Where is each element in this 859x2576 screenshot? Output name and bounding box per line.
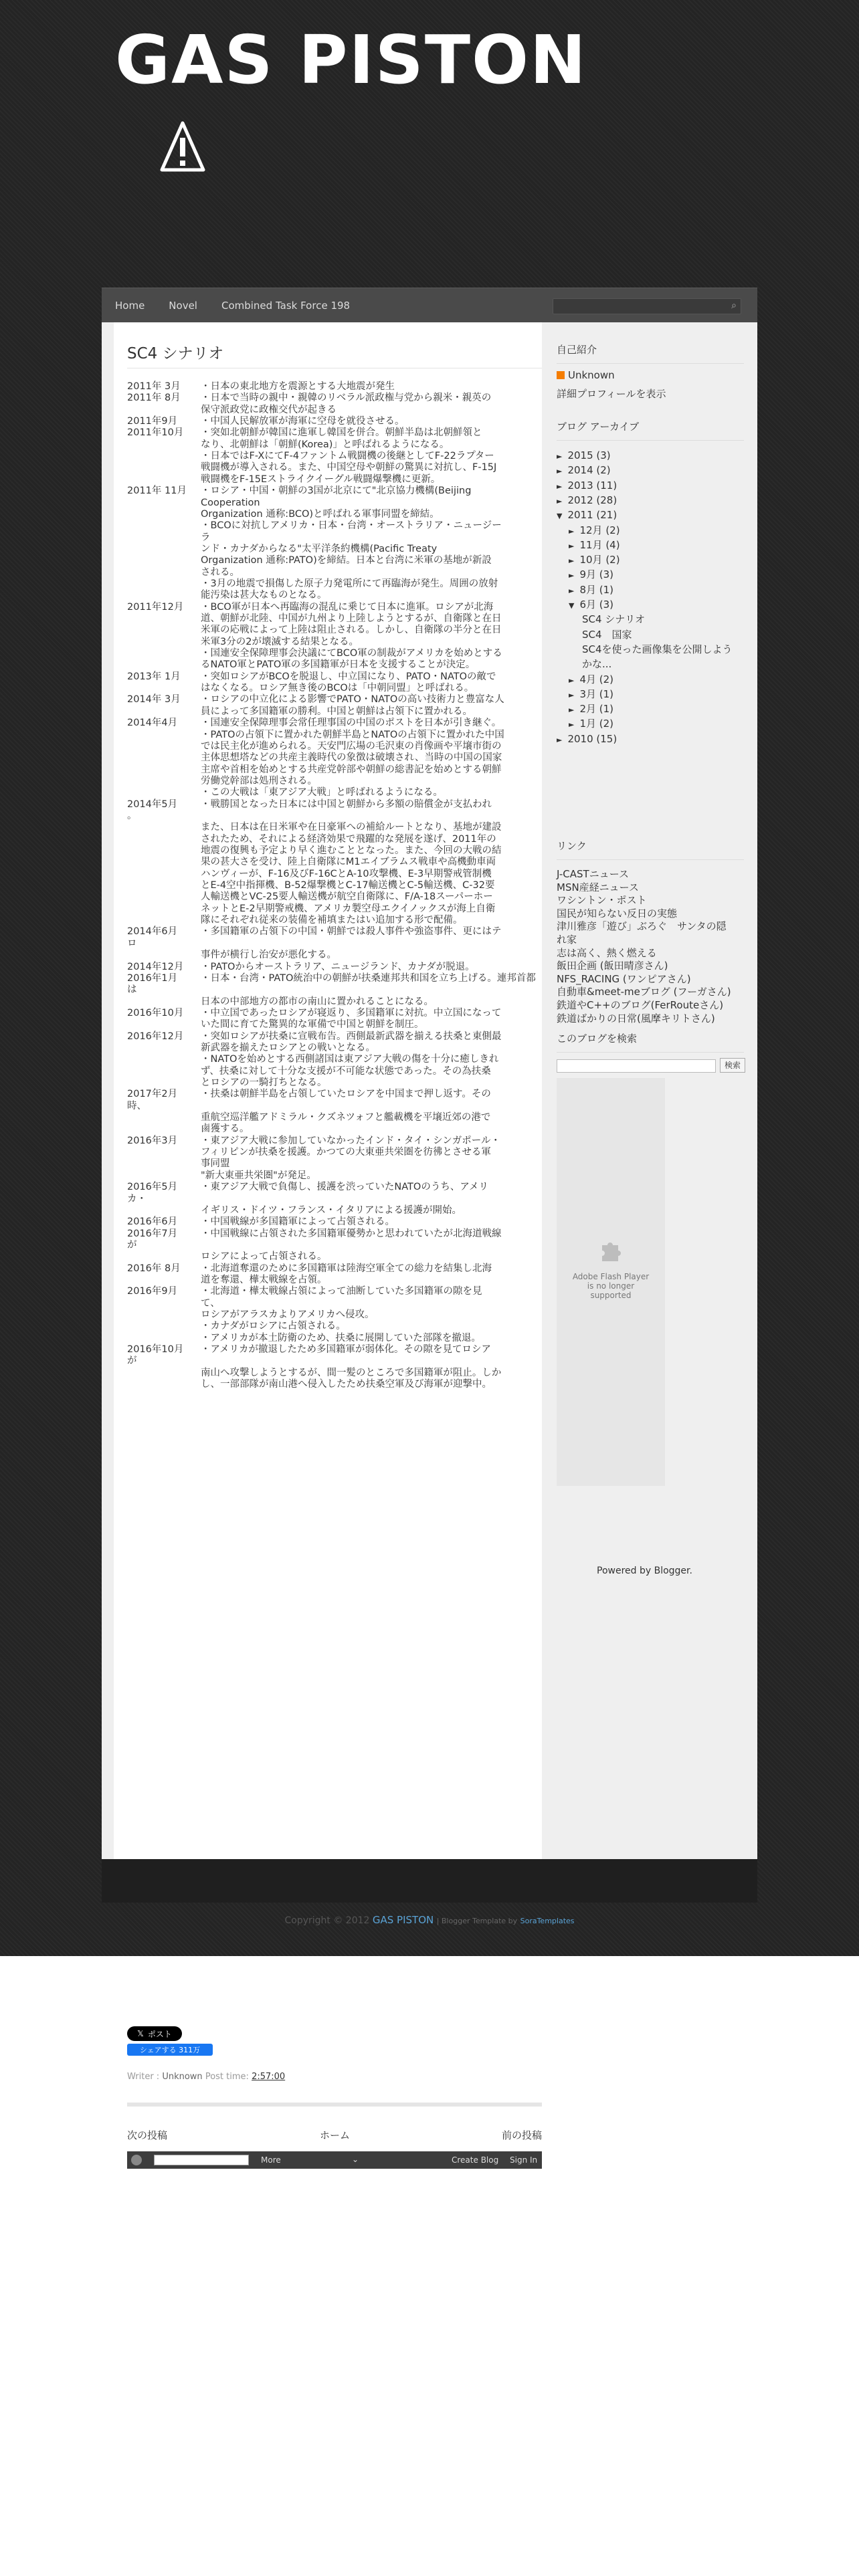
flash-line: Adobe Flash Player: [572, 1272, 650, 1281]
timeline-text: ・国連安全保障理事会常任理事国の中国のポストを日本が引き継ぐ。: [201, 718, 502, 729]
archive-link[interactable]: SC4 シナリオ: [582, 613, 646, 626]
archive-link[interactable]: 2011 (21): [567, 509, 617, 522]
share-x-button[interactable]: [127, 2026, 182, 2041]
archive-link[interactable]: 6月 (3): [579, 599, 614, 611]
flash-message: [563, 1272, 658, 1300]
archive-link[interactable]: SC4 国家: [582, 628, 632, 641]
archive-link[interactable]: 2015 (3): [567, 449, 611, 461]
archive-link[interactable]: 8月 (1): [579, 583, 614, 596]
archive-item: [569, 524, 620, 538]
timeline-text: 能汚染は甚大なものとなる。: [201, 590, 327, 601]
sidebar-link[interactable]: NFS_RACING (ワンピアさん): [557, 972, 691, 985]
blogger-more-menu[interactable]: More: [261, 2155, 281, 2165]
sidebar-search-input[interactable]: [557, 1059, 716, 1073]
archive-link[interactable]: 9月 (3): [579, 568, 614, 581]
timeline-text: イギリス・ドイツ・フランス・イタリアによる援護が開始。: [201, 1204, 462, 1216]
timeline-text: ラ: [201, 532, 211, 543]
timeline-text: 事件が横行し治安が悪化する。: [201, 950, 337, 961]
timeline-text: 員によって多国籍軍の勝利。中国と朝鮮は占領下に置かれる。: [201, 706, 472, 717]
share-facebook-label: シェアする 311万: [139, 2046, 201, 2054]
timeline-text: ・BCO軍が日本へ再臨海の混乱に乗じて日本に進軍。ロシアが北海: [201, 601, 494, 613]
meta-divider: [127, 2103, 542, 2107]
nav-novel[interactable]: Novel: [169, 300, 197, 312]
timeline-text: 労働党幹部は処刑される。: [201, 775, 317, 786]
timeline-text: 米軍の応戦によって上陸は阻止される。しかし、自衛隊の半分と在日: [201, 625, 502, 636]
older-post-link[interactable]: 前の投稿: [502, 2129, 543, 2141]
sidebar-link[interactable]: ワシントン・ポスト: [557, 894, 647, 907]
timeline-date: 2014年5月: [127, 798, 178, 810]
timeline-date: 2016年5月: [127, 1182, 178, 1193]
toggle-closed-icon[interactable]: ►: [569, 720, 575, 730]
timeline-date: が: [127, 1239, 137, 1251]
toggle-closed-icon[interactable]: ►: [557, 467, 563, 476]
timeline-text: ・この大戦は「東アジア大戦」と呼ばれるようになる。: [201, 787, 443, 798]
timeline-text: なり、北朝鮮は「朝鮮(Korea)」と呼ばれるようになる。: [201, 439, 450, 450]
writer-label: Writer :: [127, 2072, 160, 2082]
timeline-text: 戦闘機が導入される。また、中国空母や朝鮮の驚異に対抗し、F-15J: [201, 462, 497, 473]
copyright: [0, 1914, 859, 1926]
timeline-date: 2011年 8月: [127, 393, 181, 404]
nav-bar: [102, 288, 757, 324]
sidebar-link[interactable]: 鉄道ばかりの日常(風摩キリトさん): [557, 1012, 715, 1025]
post-meta: [127, 2072, 285, 2082]
timeline-date: は: [127, 984, 137, 996]
timeline-text: いた間に育てた驚異的な軍備で中国と朝鮮を制圧。: [201, 1019, 424, 1031]
share-facebook-button[interactable]: [127, 2044, 213, 2056]
timeline-text: とE-4空中指揮機、B-52爆撃機とC-17輸送機とC-5輸送機、C-32要: [201, 880, 495, 891]
sidebar-link[interactable]: 津川雅彦「遊び」ぶろぐ サンタの隠: [557, 920, 727, 933]
sidebar-link[interactable]: れ家: [557, 934, 577, 946]
timeline-text: ・中国戦線が多国籍軍によって占領される。: [201, 1216, 395, 1228]
timeline-text: ・中国人民解放軍が海軍に空母を就役させる。: [201, 416, 405, 427]
archive-heading: ブログ アーカイブ: [557, 419, 744, 441]
powered-by-blogger[interactable]: Powered by Blogger.: [597, 1566, 692, 1576]
timeline-text: 南山へ攻撃しようとするが、間一髪のところで多国籍軍が阻止。しか: [201, 1367, 502, 1378]
timeline-date: 2016年9月: [127, 1286, 178, 1297]
site-title[interactable]: GAS PISTON: [115, 21, 587, 99]
post-time[interactable]: 2:57:00: [252, 2072, 286, 2082]
timeline-date: 2016年 8月: [127, 1263, 181, 1274]
sidebar-link[interactable]: MSN産経ニュース: [557, 881, 639, 893]
timeline-text: ・PATOの占領下に置かれた朝鮮半島とNATOの占領下に置かれた中国: [201, 729, 504, 740]
template-text: | Blogger Template by: [436, 1917, 518, 1925]
x-icon: 𝕏: [137, 2029, 144, 2038]
newer-post-link[interactable]: 次の投稿: [127, 2129, 168, 2141]
timeline-date: 2011年10月: [127, 427, 184, 439]
timeline-date: 2016年3月: [127, 1135, 178, 1146]
timeline-text: とロシアの一騎打ちとなる。: [201, 1077, 327, 1088]
archive-item: [557, 464, 611, 477]
timeline-text: ・ロシア・中国・朝鮮の3国が北京にて"北京協力機構(Beijing: [201, 486, 472, 497]
timeline-date: 2016年1月: [127, 972, 178, 984]
timeline-text: ロシアによって占領される。: [201, 1251, 327, 1263]
sidebar-link[interactable]: 志は高く、熱く燃える: [557, 946, 657, 959]
toggle-closed-icon[interactable]: ►: [557, 735, 563, 744]
links-heading: リンク: [557, 839, 744, 860]
timeline-text: ・突如ロシアが扶桑に宣戦布告。西側最新武器を揃える扶桑と東側最: [201, 1031, 502, 1042]
toggle-closed-icon[interactable]: ►: [557, 496, 563, 506]
timeline-text: ・PATOからオーストラリア、ニュージランド、カナダが脱退。: [201, 961, 475, 972]
about-heading: 自己紹介: [557, 342, 744, 364]
archive-item: [569, 568, 613, 582]
timeline-date: が: [127, 1356, 137, 1367]
timeline-date: 2011年12月: [127, 601, 184, 613]
timeline-text: ・カナダがロシアに占領される。: [201, 1321, 346, 1332]
toggle-closed-icon[interactable]: ►: [557, 452, 563, 461]
timeline-text: 事同盟: [201, 1158, 230, 1170]
timeline-date: 時、: [127, 1100, 147, 1111]
timeline-text: ・BCOに対抗しアメリカ・日本・台湾・オーストラリア・ニュージー: [201, 520, 502, 532]
timeline-text: ・3月の地震で損傷した原子力発電所にて再臨海が発生。周囲の放射: [201, 578, 498, 589]
timeline-text: ・日本ではF-XにてF-4ファントム戦闘機の後継としてF-22ラプター: [201, 451, 494, 462]
timeline-text: 人輸送機とVC-25要人輸送機が航空自衛隊に、F/A-18スーパーホー: [201, 891, 493, 903]
archive-item: [569, 688, 613, 702]
timeline-text: ・日本で当時の親中・親韓のリベラル派政権与党から親米・親英の: [201, 393, 492, 404]
timeline-text: はなくなる。ロシア無き後のBCOは「中朝同盟」と呼ばれる。: [201, 683, 474, 694]
toggle-closed-icon[interactable]: ►: [569, 541, 575, 550]
archive-item: [569, 584, 613, 597]
timeline-text: 主体思想塔などの共産主義時代の象徴は破壊され、当時の中国の国家: [201, 752, 502, 764]
timeline-text: ・北海道・樺太戦線占領によって油断していた多国籍軍の隙を見: [201, 1286, 482, 1297]
archive-item: [569, 703, 613, 716]
sidebar-link[interactable]: 自動車&meet-meブログ (フーガさん): [557, 986, 731, 998]
post-title[interactable]: SC4 シナリオ: [127, 345, 224, 362]
timeline-date: 2011年 11月: [127, 486, 187, 497]
timeline-text: 道を奪還、樺太戦線を占領。: [201, 1274, 327, 1285]
timeline-text: ず、扶桑に対して十分な支援が不可能な状態であった。その為扶桑: [201, 1065, 491, 1077]
timeline-date: 2011年 3月: [127, 381, 181, 392]
timeline-date: 2016年12月: [127, 1031, 184, 1042]
archive-link[interactable]: 11月 (4): [579, 538, 620, 551]
archive-link[interactable]: 10月 (2): [579, 554, 620, 566]
blogger-profile-icon: [557, 371, 565, 379]
chevron-down-icon[interactable]: ⌄: [352, 2155, 359, 2164]
archive-link[interactable]: かな...: [582, 658, 612, 671]
timeline-text: ロシアがアラスカよりアメリカへ侵攻。: [201, 1309, 375, 1320]
archive-item: [557, 494, 617, 508]
timeline-text: ・突如ロシアがBCOを脱退し、中立国になり、PATO・NATOの敵で: [201, 671, 496, 682]
toggle-open-icon[interactable]: ▼: [569, 601, 575, 610]
blogger-navbar: [127, 2151, 542, 2169]
timeline-date: 2011年9月: [127, 416, 178, 427]
time-label: Post time:: [205, 2072, 249, 2082]
timeline-text: 隊にそれぞれ従来の装備を補填またはい追加する形で配備。: [201, 915, 463, 926]
timeline-text: ネットとE-2早期警戒機、アメリカ製空母エクイノックスが海上自衛: [201, 903, 496, 914]
timeline-text: ・ロシアの中立化による影響でPATO・NATOの高い技術力と豊富な人: [201, 694, 504, 706]
writer-name[interactable]: Unknown: [162, 2072, 203, 2082]
timeline-text: ・戦勝国となった日本には中国と朝鮮から多額の賠償金が支払われ: [201, 798, 492, 810]
archive-item: [582, 658, 611, 670]
profile-link[interactable]: 詳細プロフィールを表示: [557, 388, 666, 400]
archive-link[interactable]: 2013 (11): [567, 479, 617, 492]
flash-line: supported: [590, 1291, 632, 1300]
timeline-text: し、一部部隊が南山港へ侵入したため扶桑空軍及び海軍が迎撃中。: [201, 1379, 492, 1390]
timeline-date: カ・: [127, 1193, 147, 1204]
timeline-date: 2017年2月: [127, 1089, 178, 1100]
toggle-open-icon[interactable]: ▼: [557, 512, 563, 521]
timeline-text: 鹵獲する。: [201, 1123, 250, 1135]
blogger-logo-icon[interactable]: [131, 2155, 142, 2165]
archive-link[interactable]: 1月 (2): [579, 718, 614, 730]
timeline-text: ンド・カナダからなる"太平洋条約機構(Pacific Treaty: [201, 543, 438, 554]
archive-item: [582, 629, 632, 641]
timeline-date: 2014年6月: [127, 926, 178, 938]
timeline-text: るNATO軍とPATO軍の多国籍軍が日本を支援することが決定。: [201, 659, 476, 671]
timeline-text: ・北海道奪還のために多国籍軍は陸海空軍全ての総力を結集し北海: [201, 1263, 492, 1274]
warning-icon: [159, 120, 206, 174]
timeline-date: 2014年12月: [127, 961, 184, 972]
toggle-closed-icon[interactable]: ►: [569, 571, 575, 580]
header-search-input[interactable]: [553, 298, 741, 314]
timeline-text: 重航空巡洋艦アドミラル・クズネツォフと艦載機を平壌近郊の港で: [201, 1112, 491, 1123]
timeline-date: 2013年 1月: [127, 671, 181, 682]
timeline-text: ハンヴィーが、F-16及びF-16CとA-10攻撃機、E-3早期警戒管制機: [201, 868, 492, 879]
archive-link[interactable]: 12月 (2): [579, 524, 620, 536]
timeline-text: ・東アジア大戦に参加していなかったインド・タイ・シンガポール・: [201, 1135, 500, 1146]
author-row: [557, 369, 615, 381]
timeline-date: ロ: [127, 938, 137, 949]
search-icon[interactable]: ⌕: [731, 300, 737, 311]
timeline-text: Cooperation: [201, 497, 260, 508]
archive-link[interactable]: 2014 (2): [567, 464, 611, 477]
timeline-text: ・中国戦線に占領された多国籍軍優勢かと思われていたが北海道戦線: [201, 1228, 502, 1239]
copyright-text: Copyright © 2012: [284, 1915, 370, 1926]
sign-in-link[interactable]: Sign In: [510, 2155, 538, 2165]
author-link[interactable]: Unknown: [568, 369, 615, 381]
timeline-text: 主席や首相を始めとする共産党幹部や朝鮮の総書記を始めとする朝鮮: [201, 764, 502, 775]
timeline-text: ・突如北朝鮮が韓国に進軍し韓国を併合。朝鮮半島は北朝鮮領と: [201, 427, 482, 439]
sidebar-search-button[interactable]: 検索: [720, 1058, 745, 1073]
timeline-text: ・アメリカが本土防衛のため、扶桑に展開していた部隊を撤退。: [201, 1332, 481, 1344]
timeline-text: ・NATOを始めとする西側諸国は東アジア大戦の傷を十分に癒しきれ: [201, 1054, 499, 1065]
search-heading: このブログを検索: [557, 1031, 744, 1053]
archive-item: [569, 539, 620, 552]
toggle-closed-icon[interactable]: ►: [557, 481, 563, 491]
timeline-text: ・国連安全保障理事会決議にてBCO軍の制裁がアメリカを始めとする: [201, 648, 502, 659]
timeline-text: 保守派政党に政権交代が起きる: [201, 404, 337, 415]
sidebar-link[interactable]: 国民が知らない反日の実態: [557, 907, 678, 920]
timeline-date: 2016年10月: [127, 1344, 184, 1356]
timeline-text: て、: [201, 1297, 220, 1309]
sidebar-link[interactable]: 鉄道やC++のブログ(FerRouteさん): [557, 999, 724, 1011]
timeline-text: 米軍3分の2が壊滅する結果となる。: [201, 636, 359, 647]
timeline-text: Organization 通称:BCO)と呼ばれる軍事同盟を締結。: [201, 508, 440, 520]
flash-line: is no longer: [587, 1281, 635, 1291]
timeline-text: 果の甚大さを受け、陸上自衛隊にM1エイブラムス戦車や高機動車両: [201, 857, 496, 868]
archive-item: [569, 718, 613, 731]
timeline-text: 新武器を揃えたロシアとの戦いとなる。: [201, 1042, 375, 1053]
timeline-text: また、日本は在日米軍や在日豪軍への補給ルートとなり、基地が建設: [201, 822, 502, 833]
timeline-text: Organization 通称:PATO)を締結。日本と台湾に米軍の基地が新設: [201, 555, 492, 566]
timeline-text: されたため、それによる経済効果で飛躍的な発展を遂げ、2011年の: [201, 833, 496, 845]
archive-item: [569, 554, 620, 567]
archive-item: [557, 509, 617, 522]
blogger-search-input[interactable]: [154, 2155, 249, 2165]
footer-site-link[interactable]: GAS PISTON: [372, 1914, 434, 1926]
timeline-text: ・アメリカが撤退したため多国籍軍が弱体化。その隙を見てロシア: [201, 1344, 491, 1356]
archive-item: [557, 733, 617, 746]
timeline-text: ・日本の東北地方を震源とする大地震が発生: [201, 381, 395, 392]
timeline-text: "新大東亜共栄圏"が発足。: [201, 1170, 316, 1181]
archive-item: [582, 643, 733, 655]
toggle-closed-icon[interactable]: ►: [569, 675, 575, 685]
timeline-text: ・中立国であったロシアが寝返り、多国籍軍に対抗。中立国になって: [201, 1007, 502, 1018]
plugin-puzzle-icon: [598, 1239, 622, 1263]
timeline-text: ・東アジア大戦で負傷し、援護を渋っていたNATOのうち、アメリ: [201, 1182, 488, 1193]
toggle-closed-icon[interactable]: ►: [569, 526, 575, 536]
archive-item: [569, 599, 613, 612]
toggle-closed-icon[interactable]: ►: [569, 556, 575, 566]
archive-link[interactable]: 3月 (1): [579, 687, 614, 700]
archive-link[interactable]: SC4を使った画像集を公開しよう: [582, 643, 733, 655]
toggle-closed-icon[interactable]: ►: [569, 586, 575, 595]
timeline-text: ・多国籍軍の占領下の中国・朝鮮では殺人事件や強盗事件、更にはテ: [201, 926, 502, 938]
archive-link[interactable]: 4月 (2): [579, 673, 614, 685]
home-link[interactable]: ホーム: [320, 2129, 351, 2141]
timeline-text: 道、朝鮮が北陸、中国が九州より上陸しようとするが、自衛隊と在日: [201, 613, 502, 624]
timeline-text: 地震の復興も予定より早く進むこととなった。また、今回の大戦の結: [201, 845, 502, 856]
timeline-date: 2016年6月: [127, 1216, 178, 1228]
sidebar-link[interactable]: 飯田企画 (飯田晴彦さん): [557, 960, 668, 972]
timeline-date: 2014年 3月: [127, 694, 181, 706]
timeline-text: される。: [201, 566, 240, 578]
toggle-closed-icon[interactable]: ►: [569, 706, 575, 715]
timeline-date: 2016年10月: [127, 1007, 184, 1018]
nav-ctf198[interactable]: Combined Task Force 198: [221, 300, 351, 312]
timeline-text: ・扶桑は朝鮮半島を占領していたロシアを中国まで押し返す。その: [201, 1089, 491, 1100]
archive-item: [557, 449, 611, 463]
create-blog-link[interactable]: Create Blog: [452, 2155, 499, 2165]
archive-item: [582, 613, 645, 625]
timeline-text: フィリピンが扶桑を援護。かつての大東亜共栄圏を彷彿とさせる軍: [201, 1147, 491, 1158]
archive-link[interactable]: 2月 (1): [579, 703, 614, 716]
nav-menu: [115, 288, 350, 323]
timeline-text: 日本の中部地方の都市の南山に置かれることになる。: [201, 996, 434, 1007]
share-x-label: ポスト: [147, 2029, 172, 2039]
footer-bar: [102, 1859, 757, 1903]
timeline-date: 2014年4月: [127, 718, 178, 729]
timeline-date: 2016年7月: [127, 1228, 178, 1239]
archive-item: [557, 479, 617, 493]
sidebar-link[interactable]: J-CASTニュース: [557, 868, 629, 880]
flash-widget: [557, 1078, 665, 1486]
archive-link[interactable]: 2012 (28): [567, 494, 617, 506]
archive-link[interactable]: 2010 (15): [567, 732, 617, 745]
nav-home[interactable]: Home: [115, 300, 145, 312]
timeline-text: 戦闘機をF-15Eストライクイーグル戦闘爆撃機に更新。: [201, 473, 441, 485]
timeline-date: 。: [127, 810, 137, 821]
timeline-text: ・日本・台湾・PATO統治中の朝鮮が扶桑連邦共和国を立ち上げる。連邦首都: [201, 972, 536, 984]
timeline-text: では民主化が進められる。天安門広場の毛沢東の肖像画や平壌市街の: [201, 740, 502, 752]
toggle-closed-icon[interactable]: ►: [569, 690, 575, 700]
template-link[interactable]: SoraTemplates: [520, 1917, 575, 1925]
archive-item: [569, 673, 613, 687]
